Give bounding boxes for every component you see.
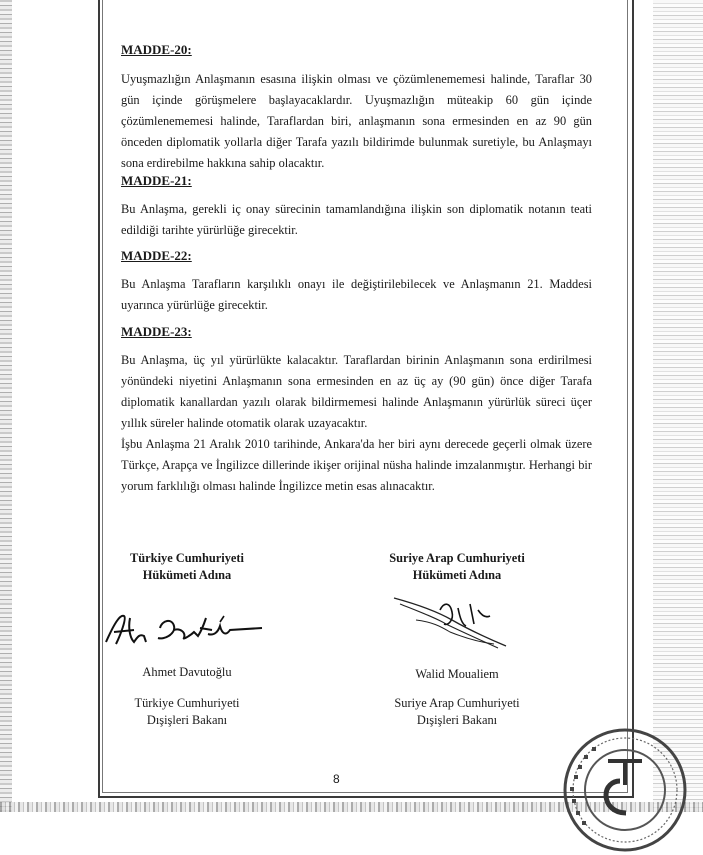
article-heading: MADDE-23: bbox=[121, 324, 192, 339]
signatory-name-right: Walid Moualiem bbox=[415, 667, 499, 681]
signatory-title-right bbox=[364, 695, 550, 729]
article-heading: MADDE-20: bbox=[121, 42, 192, 57]
closing-paragraph: İşbu Anlaşma 21 Aralık 2010 tarihinde, Ankara'da her biri aynı derecede geçerli olmak üzere Türkçe, Arapça ve İngilizce dillerinde ikişer orijinal nüsha halinde imzalanmıştır. Herhangi bir yorum farklılığı olması halinde İngilizce metin esas alınacaktır. bbox=[121, 437, 592, 493]
signatory-title-left bbox=[112, 695, 262, 729]
party-line: Suriye Arap Cumhuriyeti bbox=[389, 551, 525, 565]
article-heading: MADDE-21: bbox=[121, 173, 192, 188]
signature-right bbox=[386, 590, 516, 652]
signatory-party-left bbox=[112, 550, 262, 584]
party-line: Hükümeti Adına bbox=[142, 568, 232, 582]
party-line: Hükümeti Adına bbox=[412, 568, 502, 582]
title-line: Suriye Arap Cumhuriyeti bbox=[394, 696, 520, 710]
title-line: Türkiye Cumhuriyeti bbox=[134, 696, 240, 710]
official-stamp bbox=[560, 725, 690, 855]
page-number: 8 bbox=[333, 772, 340, 786]
article-paragraph: Bu Anlaşma Tarafların karşılıklı onayı ile değiştirilebilecek ve Anlaşmanın 21. Maddesi uyarınca yürürlüğe girecektir. bbox=[121, 277, 592, 312]
article-heading: MADDE-22: bbox=[121, 248, 192, 263]
article-paragraph: Bu Anlaşma, üç yıl yürürlükte kalacaktır. Taraflardan birinin Anlaşmanın sona erdirilmesi yönündeki niyetini Anlaşmanın sona ermesinden en az üç ay (90 gün) önce diğer Tarafa diplomatik kanallardan yazılı olarak bildirmemesi halinde Anlaşmanın yürürlük süreci üçer yıllık süreler halinde otomatik olarak uzayacaktır. bbox=[121, 353, 592, 430]
signatory-name-left: Ahmet Davutoğlu bbox=[142, 665, 232, 679]
signature-left bbox=[100, 606, 270, 652]
article-paragraph: Bu Anlaşma, gerekli iç onay sürecinin tamamlandığına ilişkin son diplomatik notanın teati edildiği tarihte yürürlüğe girecektir. bbox=[121, 202, 592, 237]
scan-edge-left bbox=[0, 0, 12, 812]
title-line: Dışişleri Bakanı bbox=[416, 713, 498, 727]
scan-edge-right bbox=[653, 0, 703, 812]
title-line: Dışişleri Bakanı bbox=[146, 713, 228, 727]
party-line: Türkiye Cumhuriyeti bbox=[130, 551, 244, 565]
article-paragraph: Uyuşmazlığın Anlaşmanın esasına ilişkin olması ve çözümlenememesi halinde, Taraflar 30 gün içinde görüşmelere başlayacaklardır. Uyuşmazlığın müteakip 60 gün içinde çözümlenememesi halinde, Taraflardan biri, anlaşmanın sona ermesinden en az 90 gün önceden diplomatik yollarla diğer Tarafa yazılı bildirimde bulunmak suretiyle, bu Anlaşmayı sona erdirebilme hakkına sahip olacaktır. bbox=[121, 72, 592, 170]
signatory-party-right bbox=[364, 550, 550, 584]
